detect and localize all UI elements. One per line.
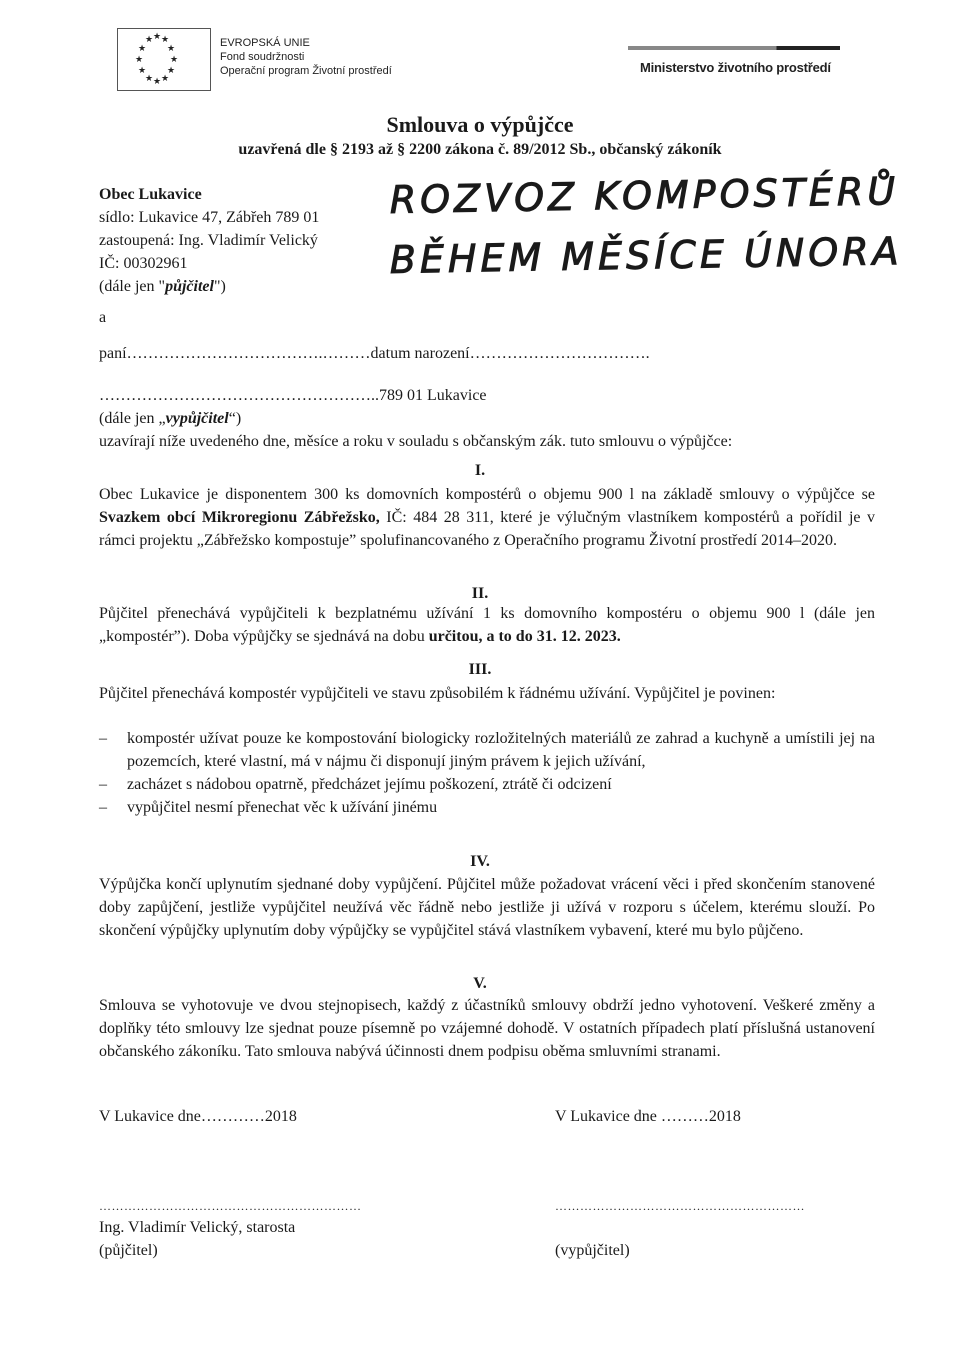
lender-signatory-role: (půjčitel) — [99, 1242, 158, 1259]
dash-bullet: – — [99, 799, 107, 816]
eu-program-text — [220, 36, 392, 78]
svg-text:★: ★ — [145, 74, 154, 84]
and-word: a — [99, 309, 107, 326]
borrower-alias — [99, 407, 241, 430]
document-subtitle: uzavřená dle § 2193 až § 2200 zákona č. 89/2012 Sb., občanský zákoník — [238, 141, 722, 158]
svg-text:★: ★ — [153, 77, 162, 87]
eu-stars-icon — [118, 29, 210, 90]
section-2-heading: II. — [471, 585, 489, 602]
handwritten-line-2: BĚHEM MĚSÍCE ÚNORA — [389, 229, 903, 282]
list-item — [99, 773, 875, 796]
list-item — [99, 727, 875, 773]
section-1-text-a: Obec Lukavice je disponentem 300 ks domovních kompostérů o objemu 900 l na základě smlouvy o výpůjčce se — [99, 486, 875, 503]
section-2-text-a: Půjčitel přenechává vypůjčiteli k bezplatnému užívání 1 ks domovního kompostéru o objemu 900 l (dále jen „kompostér”). Doba výpůjčky se sjednává na dobu — [99, 605, 875, 645]
right-date-line: V Lukavice dne ………2018 — [555, 1108, 741, 1125]
section-4-heading: IV. — [470, 853, 490, 870]
section-5-heading: V. — [473, 975, 487, 992]
lender-representative: zastoupená: Ing. Vladimír Velický — [99, 232, 318, 249]
svg-text:★: ★ — [167, 66, 176, 76]
lender-seat: sídlo: Lukavice 47, Zábřeh 789 01 — [99, 209, 320, 226]
eu-flag-logo — [117, 28, 211, 91]
svg-text:★: ★ — [135, 55, 144, 65]
section-3-list — [99, 727, 875, 819]
section-3-heading: III. — [468, 661, 492, 678]
dash-bullet: – — [99, 776, 107, 793]
lender-alias-pre: (dále jen " — [99, 278, 166, 295]
list-item-text: vypůjčitel nesmí přenechat věc k užívání jinému — [127, 799, 438, 816]
eu-line-2: Fond soudržnosti — [220, 51, 305, 63]
lender-block — [99, 183, 389, 298]
section-2-text — [99, 602, 875, 648]
svg-text:★: ★ — [167, 44, 176, 54]
document-title: Smlouva o výpůjčce — [386, 112, 574, 137]
section-5-text: Smlouva se vyhotovuje ve dvou stejnopisech, každý z účastníků smlouvy obdrží jedno vyhotovení. Veškeré změny a doplňky této smlouvy lze sjednat pouze písemně po vzájemné dohodě. V ostatních případech platí příslušná ustanovení občanského zákoníku. Tato smlouva nabývá účinnosti dnem podpisu oběma smluvními stranami. — [99, 997, 875, 1060]
list-item — [99, 796, 875, 819]
list-item-text: zacházet s nádobou opatrně, předcházet jejímu poškození, ztrátě či odcizení — [127, 776, 612, 793]
section-2-bold: určitou, a to do 31. 12. 2023. — [428, 628, 621, 645]
svg-text:★: ★ — [145, 35, 154, 45]
left-date-line: V Lukavice dne…………2018 — [99, 1108, 297, 1125]
lender-alias — [99, 275, 389, 298]
right-signature-line: …………………………………………………… — [555, 1199, 805, 1213]
section-4-text: Výpůjčka končí uplynutím sjednané doby vypůjčení. Půjčitel může požadovat vrácení věci i před skončením stanovené doby zapůjčení, jestliže vypůjčitel neužívá věc řádně nebo jestliže ji užívá v rozporu s účelem, kterému slouží. Po skončení výpůjčky uplynutím doby výpůjčky se vypůjčitel stává vlastníkem vybavení, které mu bylo půjčeno. — [99, 876, 875, 939]
section-1-heading: I. — [474, 462, 486, 479]
list-item-text: kompostér užívat pouze ke kompostování biologicky rozložitelných materiálů ze zahrad a kuchyně a umístili jej na pozemcích, které vlastní, má v nájmu či disponují jiným právem k jejich užívání, — [127, 730, 875, 770]
svg-text:★: ★ — [161, 74, 170, 84]
lender-alias-post: ") — [213, 278, 226, 295]
lender-name: Obec Lukavice — [99, 186, 202, 203]
borrower-alias-post: “) — [228, 410, 242, 427]
borrower-alias-word: vypůjčitel — [165, 410, 229, 427]
eu-line-1: EVROPSKÁ UNIE — [220, 37, 310, 49]
ministry-logo-bar — [628, 46, 840, 50]
section-1-text-b: IČ: 484 28 311, které je výlučným vlastníkem kompostérů a pořídil je v rámci projektu „Zábřežsko kompostuje” spolufinancovaného z Operačního programu Životní prostředí 2014–2020. — [99, 509, 876, 549]
section-1-bold: Svazkem obcí Mikroregionu Zábřežsko, — [99, 509, 380, 526]
borrower-line-1: paní……………………………….………datum narození……………………………. — [99, 345, 650, 362]
borrower-intro: uzavírají níže uvedeného dne, měsíce a roku v souladu s občanským zák. tuto smlouvu o výpůjčce: — [99, 433, 733, 450]
borrower-alias-pre: (dále jen „ — [99, 410, 166, 427]
svg-text:★: ★ — [161, 35, 170, 45]
svg-text:★: ★ — [153, 32, 162, 42]
left-signature-line: ……………………………………………………… — [99, 1199, 362, 1213]
svg-text:★: ★ — [138, 66, 147, 76]
section-3-intro: Půjčitel přenechává kompostér vypůjčiteli ve stavu způsobilém k řádnému užívání. Vypůjčitel je povinen: — [99, 685, 776, 702]
lender-ic: IČ: 00302961 — [99, 255, 188, 272]
ministry-name: Ministerstvo životního prostředí — [640, 60, 831, 75]
svg-text:★: ★ — [138, 44, 147, 54]
lender-alias-word: půjčitel — [165, 278, 214, 295]
handwritten-note — [380, 168, 940, 288]
dash-bullet: – — [99, 730, 107, 747]
borrower-signatory-role: (vypůjčitel) — [555, 1242, 630, 1259]
borrower-line-2: ……………………………………………..789 01 Lukavice — [99, 387, 487, 404]
svg-text:★: ★ — [170, 55, 179, 65]
handwritten-line-1: ROZVOZ KOMPOSTÉRŮ — [389, 169, 900, 222]
lender-signatory-name: Ing. Vladimír Velický, starosta — [99, 1219, 296, 1236]
section-1-text — [99, 483, 875, 552]
eu-line-3: Operační program Životní prostředí — [220, 65, 392, 77]
